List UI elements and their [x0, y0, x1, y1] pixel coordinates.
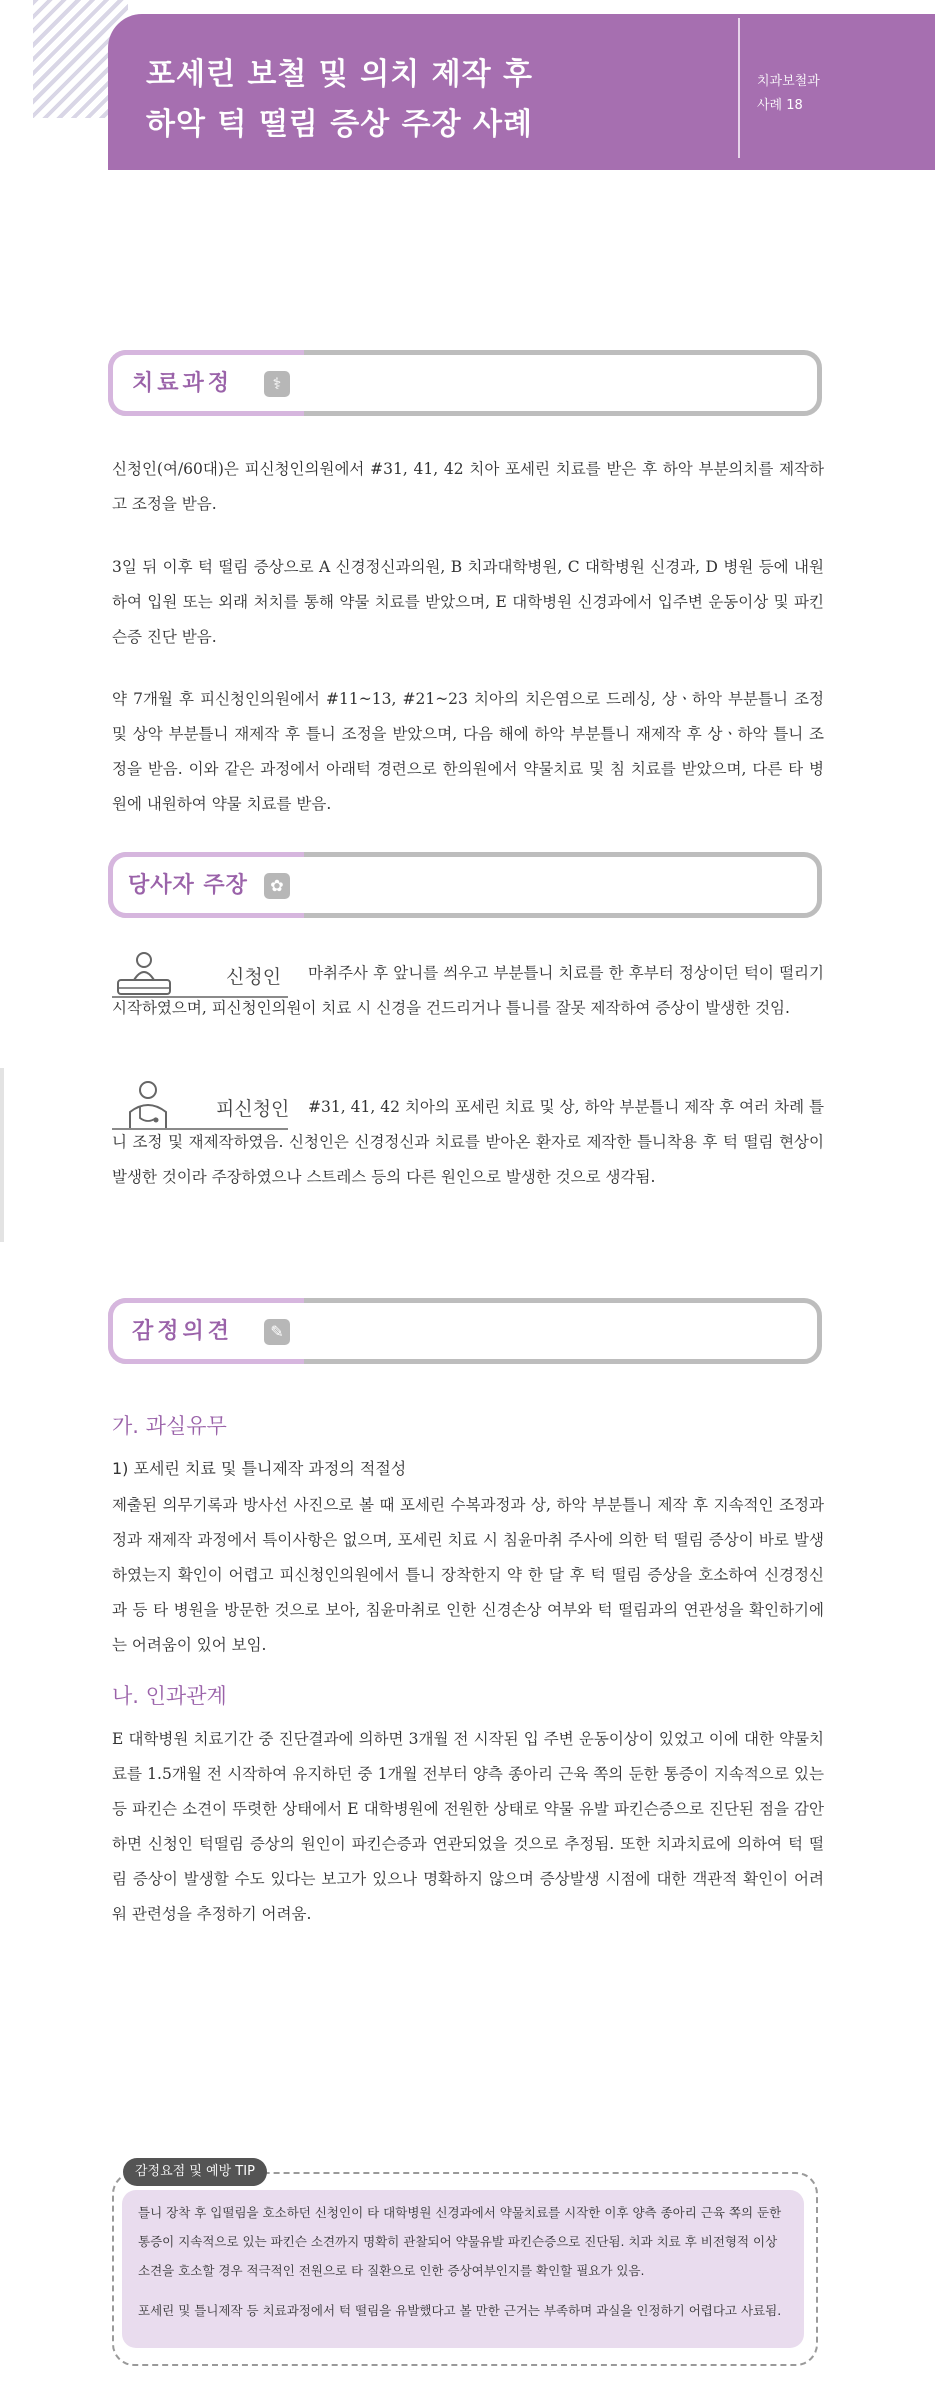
respondent-claim-text: #31, 41, 42 치아의 포세린 치료 및 상, 하악 부분틀니 제작 후 여러 차례 틀니 조정 및 재제작하였음. 신청인은 신경정신과 치료를 받아온 환자로 제작한 틀니착용 후 턱 떨림 현상이 발생한 것이라 주장하였으나 스트레스 등의 다른 원인으로 발생한 것으로 생각됨.: [112, 1098, 824, 1186]
case-tag: [757, 70, 820, 118]
treatment-paragraph-2: 3일 뒤 이후 턱 떨림 증상으로 A 신경정신과의원, B 치과대학병원, C 대학병원 신경과, D 병원 등에 내원하여 입원 또는 외래 처치를 통해 약물 치료를 받았으며, E 대학병원 신경과에서 입주변 운동이상 및 파킨슨증 진단 받음.: [112, 558, 824, 646]
opinion-causation-text: E 대학병원 치료기간 중 진단결과에 의하면 3개월 전 시작된 입 주변 운동이상이 있었고 이에 대한 약물치료를 1.5개월 전 시작하여 유지하던 중 1개월 전부터 양측 종아리 근육 쪽의 둔한 통증이 지속적으로 있는 등 파킨슨 소견이 뚜렷한 상태에서 E 대학병원에 전원한 상태로 약물 유발 파킨슨증으로 진단된 점을 감안하면 신청인 턱떨림 증상의 원인이 파킨슨증과 연관되었을 것으로 추정됨. 또한 치과치료에 의하여 턱 떨림 증상이 발생할 수도 있다는 보고가 있으나 명확하지 않으며 증상발생 시점에 대한 객관적 확인이 어려워 관련성을 추정하기 어려움.: [112, 1730, 824, 1923]
tooth-icon: ✿: [264, 873, 290, 899]
section-heading-opinion: [108, 1298, 822, 1364]
case-category: 치과보철과: [757, 74, 820, 89]
page-edge-mark: [0, 1068, 4, 1242]
tip-paragraph-1: 틀니 장착 후 입떨림을 호소하던 신청인이 타 대학병원 신경과에서 약물치료를 시작한 이후 양측 종아리 근육 쪽의 둔한 통증이 지속적으로 있는 파킨슨 소견까지 명확히 관찰되어 약물유발 파킨슨증으로 진단됨. 치과 치료 후 비전형적 이상 소견을 호소할 경우 적극적인 전원으로 타 질환으로 인한 증상여부인지를 확인할 필요가 있음.: [138, 2205, 782, 2278]
opinion-subheading-appropriateness: 1) 포세린 치료 및 틀니제작 과정의 적절성: [112, 1459, 407, 1478]
section-heading-claims: [108, 852, 822, 918]
treatment-paragraph-1: 신청인(여/60대)은 피신청인의원에서 #31, 41, 42 치아 포세린 치료를 받은 후 하악 부분의치를 제작하고 조정을 받음.: [112, 460, 824, 513]
page-title-line-2: 하악 턱 떨림 증상 주장 사례: [146, 107, 534, 142]
stethoscope-icon: ⚕: [264, 371, 290, 397]
page-title: [146, 50, 533, 150]
tip-paragraph-2: 포세린 및 틀니제작 등 치료과정에서 턱 떨림을 유발했다고 볼 만한 근거는 부족하며 과실을 인정하기 어렵다고 사료됨.: [138, 2303, 782, 2318]
section-title-treatment: 치료과정: [132, 371, 234, 396]
section-title-claims: 당사자 주장: [128, 873, 248, 898]
header-divider: [738, 18, 740, 158]
treatment-paragraph-3: 약 7개월 후 피신청인의원에서 #11~13, #21~23 치아의 치은염으로 드레싱, 상ㆍ하악 부분틀니 조정 및 상악 부분틀니 재제작 후 틀니 조정을 받았으며, 다음 해에 하악 부분틀니 재제작 후 상ㆍ하악 틀니 조정을 받음. 이와 같은 과정에서 아래턱 경련으로 한의원에서 약물치료 및 침 치료를 받았으며, 다른 타 병원에 내원하여 약물 치료를 받음.: [112, 690, 824, 813]
section-title-opinion: 감정의견: [132, 1319, 234, 1344]
applicant-name: 신청인: [226, 966, 282, 988]
tip-label: 감정요점 및 예방 TIP: [123, 2158, 267, 2186]
section-heading-treatment: [108, 350, 822, 416]
page-title-line-1: 포세린 보철 및 의치 제작 후: [146, 57, 534, 92]
document-icon: ✎: [264, 1319, 290, 1345]
opinion-heading-causation: 나. 인과관계: [112, 1684, 227, 1708]
opinion-negligence-text: 제출된 의무기록과 방사선 사진으로 볼 때 포세린 수복과정과 상, 하악 부분틀니 제작 후 지속적인 조정과정과 재제작 과정에서 특이사항은 없으며, 포세린 치료 시 침윤마취 주사에 의한 턱 떨림 증상이 바로 발생하였는지 확인이 어렵고 피신청인의원에서 틀니 장착한지 약 한 달 후 턱 떨림 증상을 호소하여 신경정신과 등 타 병원을 방문한 것으로 보아, 침윤마취로 인한 신경손상 여부와 턱 떨림과의 연관성을 확인하기에는 어려움이 있어 보임.: [112, 1496, 824, 1654]
respondent-name: 피신청인: [216, 1098, 290, 1120]
opinion-heading-negligence: 가. 과실유무: [112, 1414, 227, 1438]
applicant-claim-text: 마취주사 후 앞니를 씌우고 부분틀니 치료를 한 후부터 정상이던 턱이 떨리기 시작하였으며, 피신청인의원이 치료 시 신경을 건드리거나 틀니를 잘못 제작하여 증상이 발생한 것임.: [112, 964, 824, 1017]
case-number: 사례 18: [757, 98, 803, 113]
